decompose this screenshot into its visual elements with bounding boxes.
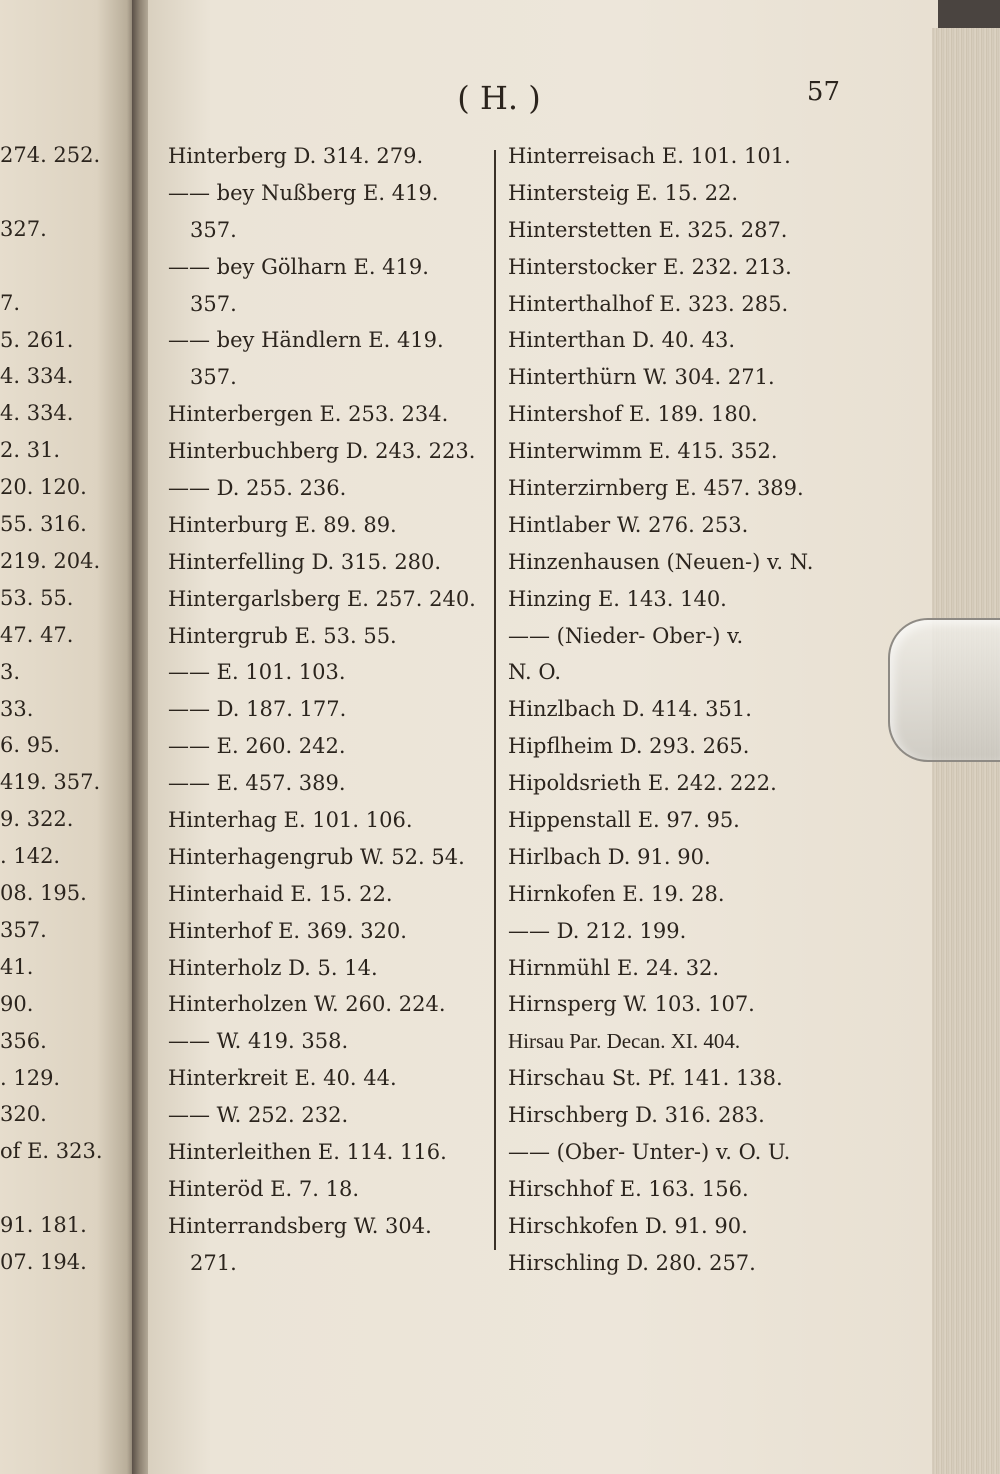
index-entry: Hintershof E. 189. 180. [508, 402, 758, 427]
index-entry: 271. [190, 1250, 237, 1275]
left-page-line [0, 249, 138, 283]
index-entry: Hirschhof E. 163. 156. [508, 1176, 749, 1201]
column-divider [494, 150, 496, 1250]
index-entry: Hinterholzen W. 260. 224. [168, 992, 446, 1017]
index-entry: Hinterbuchberg D. 243. 223. [168, 439, 476, 464]
left-page-line: 08. 195. [0, 881, 87, 905]
left-page-line: 6. 95. [0, 733, 61, 758]
left-page-line: 55. 316. [0, 512, 87, 536]
index-entry: Hinterstetten E. 325. 287. [508, 217, 788, 242]
index-entry: N. O. [508, 660, 562, 685]
index-entry: Hinzenhausen (Neuen-) v. N. [508, 549, 814, 574]
index-entry: Hinterberg D. 314. 279. [168, 144, 424, 168]
index-entry: Hirschkofen D. 91. 90. [508, 1213, 748, 1238]
index-entry: Hinterreisach E. 101. 101. [508, 144, 791, 168]
left-page-line: 9. 322. [0, 807, 74, 832]
index-entry: Hinteröd E. 7. 18. [168, 1176, 360, 1201]
index-entry: —— E. 457. 389. [168, 771, 346, 796]
index-entry: —— W. 419. 358. [168, 1029, 349, 1054]
left-page-line: 5. 261. [0, 327, 74, 352]
index-entry: Hirnsperg W. 103. 107. [508, 992, 755, 1017]
index-entry: Hintergrub E. 53. 55. [168, 623, 397, 648]
index-entry: Hirschling D. 280. 257. [508, 1250, 756, 1275]
left-page-line: 4. 334. [0, 364, 74, 389]
left-page-line: 91. 181. [0, 1213, 87, 1238]
left-page-line: 7. [0, 290, 21, 315]
index-entry: —— E. 101. 103. [168, 660, 346, 685]
left-page-line: 2. 31. [0, 438, 61, 463]
index-entry: Hinterhaid E. 15. 22. [168, 881, 393, 906]
left-page-line: 356. [0, 1028, 47, 1053]
index-entry: Hinterwimm E. 415. 352. [508, 439, 778, 464]
index-entry: —— D. 187. 177. [168, 697, 347, 722]
index-entry: —— bey Händlern E. 419. [168, 328, 444, 353]
page-number: 57 [806, 77, 840, 107]
left-page-line: 90. [0, 991, 34, 1016]
left-page-line: 320. [0, 1102, 47, 1127]
index-entry: 357. [190, 365, 237, 390]
left-page-line: of E. 323. [0, 1139, 103, 1164]
left-page-line [0, 1171, 138, 1205]
index-entry: Hintergarlsberg E. 257. 240. [168, 586, 476, 611]
index-entry: Hinzlbach D. 414. 351. [508, 697, 752, 722]
left-page-line: 274. 252. [0, 143, 101, 167]
index-entry: Hinterholz D. 5. 14. [168, 955, 378, 980]
index-entry: Hinterrandsberg W. 304. [168, 1213, 432, 1238]
left-page-line: 53. 55. [0, 585, 74, 610]
page-clip [888, 618, 1000, 762]
index-entry: —— E. 260. 242. [168, 734, 346, 759]
left-page-line: 4. 334. [0, 401, 74, 426]
index-entry: Hinzing E. 143. 140. [508, 586, 727, 611]
left-page-line: 3. [0, 659, 21, 684]
index-entry: —— bey Gölharn E. 419. [168, 254, 429, 279]
index-entry: Hinterhof E. 369. 320. [168, 918, 407, 943]
left-page [0, 0, 138, 1474]
index-entry: Hinterthan D. 40. 43. [508, 328, 736, 353]
index-entry: 357. [190, 217, 237, 242]
left-page-line: 41. [0, 954, 34, 979]
index-entry: —— D. 212. 199. [508, 918, 687, 943]
index-entry: Hirnmühl E. 24. 32. [508, 955, 720, 980]
index-entry: —— (Nieder- Ober-) v. [508, 623, 744, 648]
index-entry: —— (Ober- Unter-) v. O. U. [508, 1140, 791, 1165]
left-page-line: 419. 357. [0, 770, 101, 795]
index-entry: Hinterburg E. 89. 89. [168, 512, 397, 537]
index-entry: —— W. 252. 232. [168, 1103, 349, 1128]
index-entry: Hinterfelling D. 315. 280. [168, 549, 442, 574]
index-entry: Hinterhag E. 101. 106. [168, 808, 413, 833]
index-entry: 357. [190, 291, 237, 316]
index-entry: Hinterleithen E. 114. 116. [168, 1140, 447, 1165]
index-entry: Hinterbergen E. 253. 234. [168, 402, 449, 427]
left-page-line: 327. [0, 216, 47, 241]
index-entry: Hirnkofen E. 19. 28. [508, 881, 725, 906]
index-entry: Hipoldsrieth E. 242. 222. [508, 771, 777, 796]
index-entry: Hirschau St. Pf. 141. 138. [508, 1066, 783, 1091]
left-page-line: 219. 204. [0, 548, 101, 573]
left-page-line: . 142. [0, 844, 61, 869]
index-entry: Hinterhagengrub W. 52. 54. [168, 844, 465, 869]
index-entry: Hinterthürn W. 304. 271. [508, 365, 775, 390]
index-entry: —— bey Nußberg E. 419. [168, 180, 439, 205]
index-entry: Hinterzirnberg E. 457. 389. [508, 476, 804, 501]
index-entry: Hinterkreit E. 40. 44. [168, 1066, 397, 1091]
index-entry: Hipflheim D. 293. 265. [508, 734, 750, 759]
index-entry: Hippenstall E. 97. 95. [508, 808, 740, 833]
left-page-line: 33. [0, 696, 34, 721]
index-entry: Hirlbach D. 91. 90. [508, 844, 711, 869]
index-entry: Hirsau Par. Decan. XI. 404. [508, 1029, 741, 1054]
index-column-left [168, 138, 490, 1282]
index-entry: —— D. 255. 236. [168, 476, 347, 501]
left-page-line: 20. 120. [0, 475, 87, 500]
left-page-line: . 129. [0, 1065, 61, 1090]
index-entry: Hirschberg D. 316. 283. [508, 1103, 765, 1128]
index-entry: Hinterthalhof E. 323. 285. [508, 291, 789, 316]
index-entry: Hintersteig E. 15. 22. [508, 180, 739, 205]
left-page-line: 07. 194. [0, 1250, 87, 1274]
left-page-line [0, 175, 138, 209]
running-header: ( H. ) [457, 79, 541, 117]
index-entry: Hinterstocker E. 232. 213. [508, 254, 792, 279]
left-page-line: 357. [0, 917, 47, 942]
left-page-line: 47. 47. [0, 622, 74, 647]
index-entry: Hintlaber W. 276. 253. [508, 512, 749, 537]
index-column-right [508, 138, 830, 1282]
